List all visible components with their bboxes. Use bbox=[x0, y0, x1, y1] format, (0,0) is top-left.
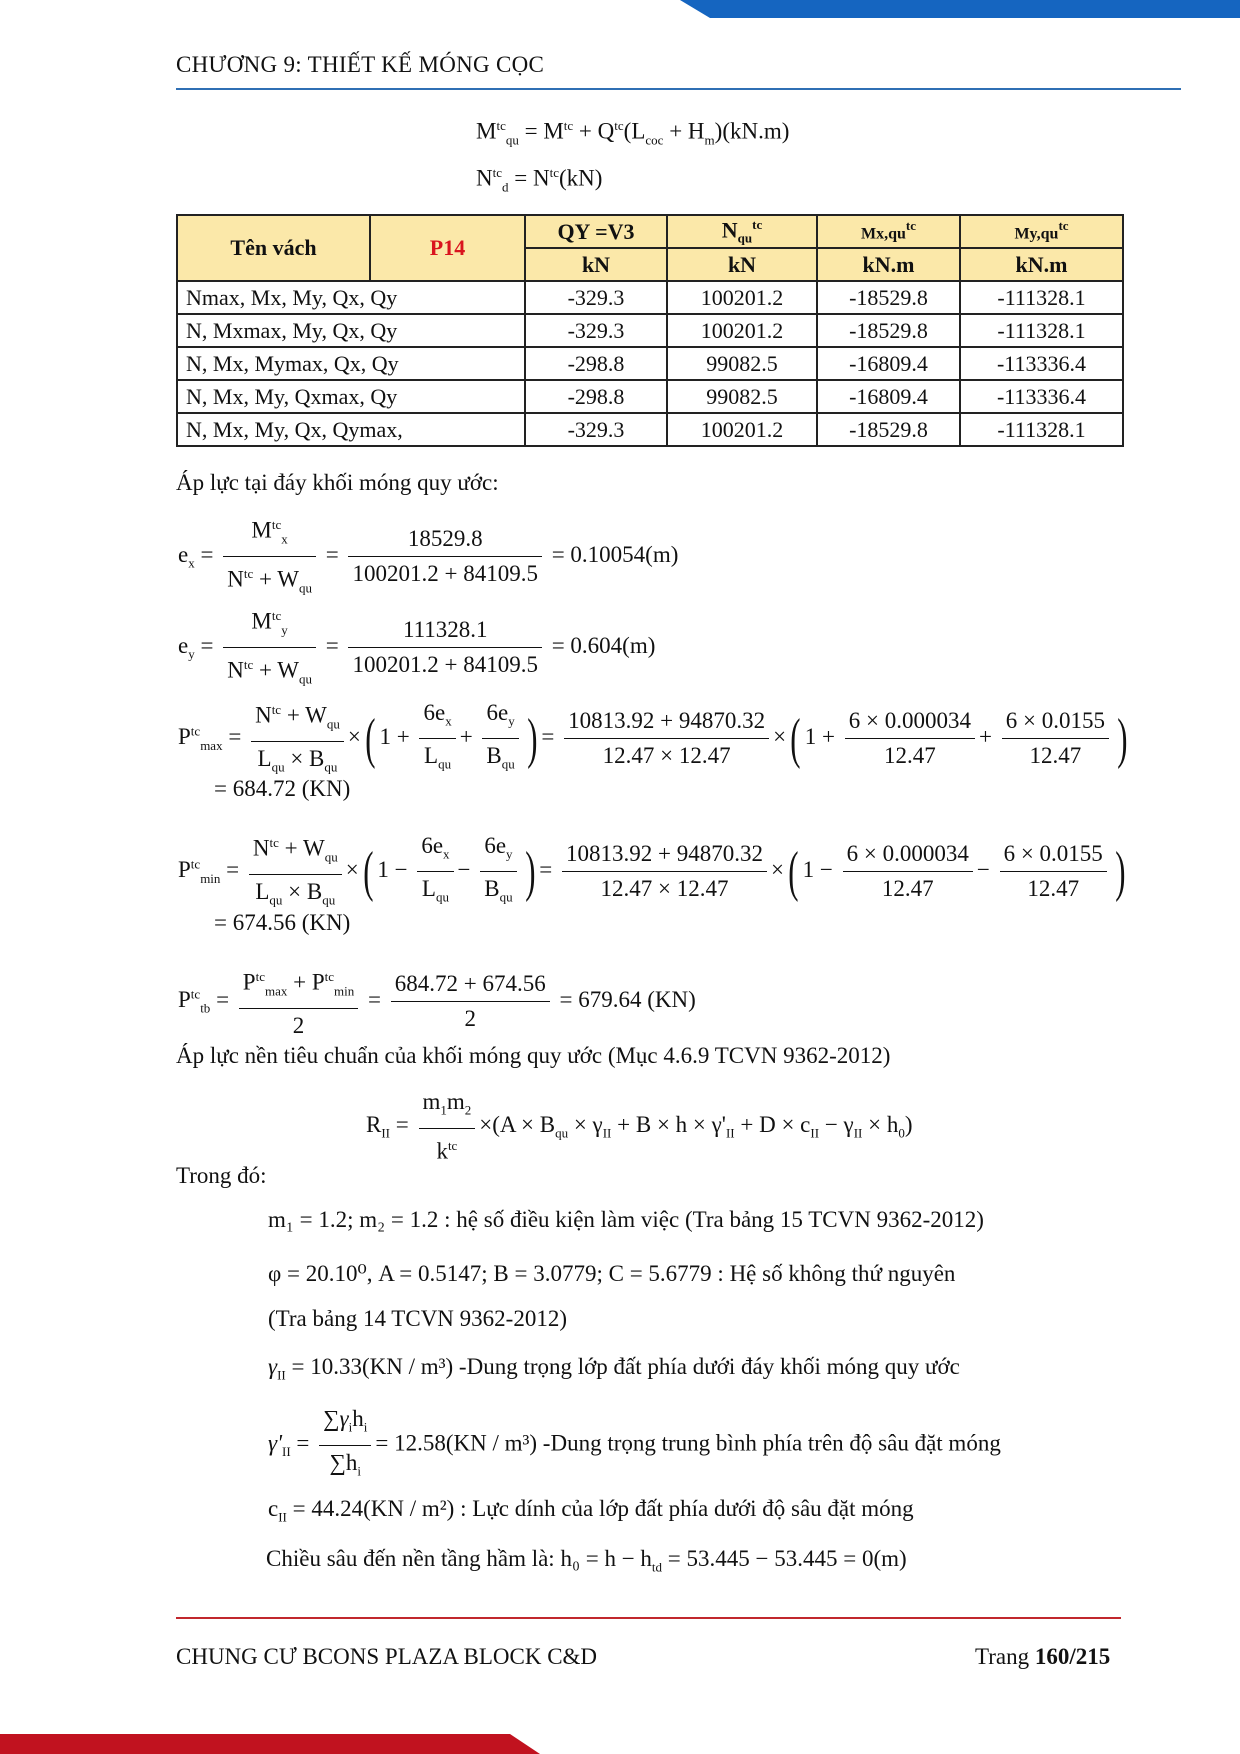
page-number: Trang 160/215 bbox=[975, 1644, 1111, 1669]
header-wall-id: P14 bbox=[370, 215, 525, 281]
phi-reference: (Tra bảng 14 TCVN 9362-2012) bbox=[268, 1306, 567, 1331]
cohesion-cii: $c_{II} = 44.24(KN / m^2)$ : Lực dính của lớp đất phía dưới độ sâu đặt móng bbox=[268, 1496, 914, 1525]
footer-rule bbox=[176, 1617, 1121, 1619]
table-row: N, Mx, My, Qxmax, Qy -298.8 99082.5 -16809.4 -113336.4 bbox=[177, 380, 1123, 413]
table-row: N, Mx, Mymax, Qx, Qy -298.8 99082.5 -16809.4 -113336.4 bbox=[177, 347, 1123, 380]
formula-nd: $N^{tc}_d = N^{tc}(kN)$ bbox=[476, 165, 603, 195]
formula-mqu: $M^{tc}_{qu} = M^{tc} + Q^{tc}(L_{coc} + H_m)(kN.m)$ bbox=[476, 118, 790, 148]
table-row: N, Mxmax, My, Qx, Qy -329.3 100201.2 -18529.8 -111328.1 bbox=[177, 314, 1123, 347]
unit-my: kN.m bbox=[960, 248, 1123, 281]
pmax-result: = 684.72 (KN) bbox=[214, 776, 351, 801]
unit-qy: kN bbox=[525, 248, 667, 281]
pmin-result: = 674.56 (KN) bbox=[214, 910, 351, 935]
header-nqu: $N_{qu}^{tc}$ bbox=[667, 215, 817, 248]
unit-n: kN bbox=[667, 248, 817, 281]
table-row: N, Mx, My, Qx, Qymax, -329.3 100201.2 -18529.8 -111328.1 bbox=[177, 413, 1123, 446]
header-qy: QY =V3 bbox=[525, 215, 667, 248]
formula-pmax: $P^{tc}_{max}$ = $\frac{N^{tc} + W_{qu}}{L_{qu} \times B_{qu}}$ ×( 1 + $\frac{6e_x}{L_{qu}}$ + $\frac{6e_y}{B_{qu}}$ ) = $\frac{10813.92 + 94870.32}{12.47 \times 12.47}$ ×( 1 + $\frac{6 \times 0.000034}{12.47}$ + $\frac{6 \times 0.0155}{12.47}$ ) bbox=[178, 693, 1132, 785]
wall-forces-table bbox=[176, 214, 1124, 447]
standard-intro: Áp lực nền tiêu chuẩn của khối móng quy ước (Mục 4.6.9 TCVN 9362-2012) bbox=[176, 1043, 891, 1068]
formula-ex: $e_x$ = $\frac{M^{tc}_x}{N^{tc} + W_{qu}}$ = $\frac{18529.8}{100201.2 + 84109.5}$ = 0.10054(m) bbox=[178, 508, 678, 606]
unit-mx: kN.m bbox=[817, 248, 960, 281]
formula-ptb: $P^{tc}_{tb}$ = $\frac{P^{tc}_{max} + P^{tc}_{min}}{2}$ = $\frac{684.72 + 674.56}{2}$ = 679.64 (KN) bbox=[178, 960, 696, 1043]
header-mxqu: $Mx,qu^{tc}$ bbox=[817, 215, 960, 248]
basement-depth: Chiều sâu đến nền tầng hầm là: $h_0 = h - h_{td} = 53.445 - 53.445 = 0(m)$ bbox=[266, 1546, 907, 1575]
formula-rii: $R_{II}$ = $\frac{m_1m_2}{k^{tc}}$ $\times(A \times B_{qu} \times \gamma_{II} + B \times h \times \gamma'_{II} + D \times c_{II} - \gamma_{II} \times h_0)$ bbox=[366, 1085, 913, 1168]
gamma-ii: $\gamma_{II} = 10.33(KN / m^3)$ -Dung trọng lớp đất phía dưới đáy khối móng quy ước bbox=[268, 1354, 960, 1383]
header-myqu: $My,qu^{tc}$ bbox=[960, 215, 1123, 248]
gamma-ii-avg: $\gamma'_{II}$ = $\frac{\sum\gamma_ih_i}{\sum h_i}$ = 12.58(KN / m³) -Dung trọng trung bình phía trên độ sâu đặt móng bbox=[268, 1402, 1001, 1488]
where-label: Trong đó: bbox=[176, 1163, 267, 1188]
pressure-intro: Áp lực tại đáy khối móng quy ước: bbox=[176, 470, 499, 495]
formula-pmin: $P^{tc}_{min}$ = $\frac{N^{tc} + W_{qu}}{L_{qu} \times B_{qu}}$ ×( 1 − $\frac{6e_x}{L_{qu}}$ − $\frac{6e_y}{B_{qu}}$ ) = $\frac{10813.92 + 94870.32}{12.47 \times 12.47}$ ×( 1 − $\frac{6 \times 0.000034}{12.47}$ − $\frac{6 \times 0.0155}{12.47}$ ) bbox=[178, 826, 1129, 918]
chapter-title: CHƯƠNG 9: THIẾT KẾ MÓNG CỌC bbox=[176, 52, 545, 77]
m-coefficients: m₁ = 1.2; m₂ = 1.2 : hệ số điều kiện làm việc (Tra bảng 15 TCVN 9362-2012) bbox=[268, 1207, 984, 1232]
header-wall-name: Tên vách bbox=[177, 215, 370, 281]
footer-project: CHUNG CƯ BCONS PLAZA BLOCK C&D bbox=[176, 1644, 598, 1669]
formula-ey: $e_y$ = $\frac{M^{tc}_y}{N^{tc} + W_{qu}}$ = $\frac{111328.1}{100201.2 + 84109.5}$ = 0.604(m) bbox=[178, 599, 655, 697]
header-rule bbox=[176, 88, 1181, 90]
phi-coefficients: φ = 20.10⁰, A = 0.5147; B = 3.0779; C = 5.6779 : Hệ số không thứ nguyên bbox=[268, 1261, 956, 1286]
footer-accent-stripe bbox=[0, 1734, 540, 1754]
header-accent-stripe bbox=[680, 0, 1240, 18]
table-row: Nmax, Mx, My, Qx, Qy -329.3 100201.2 -18529.8 -111328.1 bbox=[177, 281, 1123, 314]
